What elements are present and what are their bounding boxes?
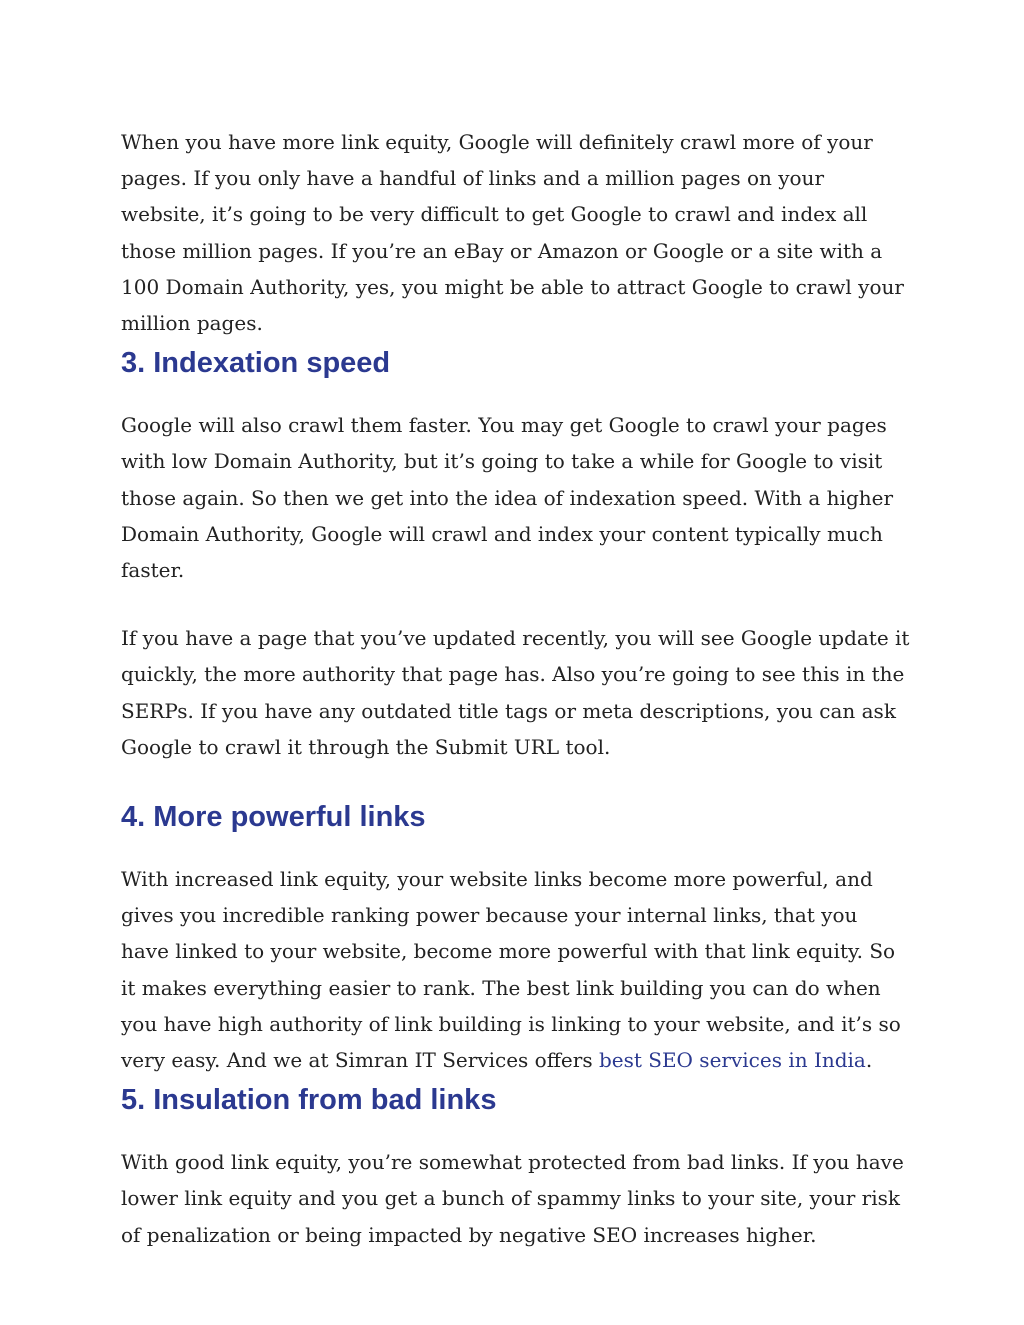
heading-more-powerful-links: 4. More powerful links — [121, 801, 426, 834]
paragraph-increased-link-equity — [121, 861, 911, 1078]
heading-indexation-speed: 3. Indexation speed — [121, 347, 391, 380]
paragraph-period: . — [865, 1048, 873, 1073]
paragraph-text: With increased link equity, your website links become more powerful, and gives you incredible ranking power because your internal links, that you have linked to your website, become more powerful with that link equity. So it makes everything easier to rank. The best link building you can do when you have high authority of link building is linking to your website, and it’s so very easy. And we at Simran IT Services offers — [121, 867, 901, 1073]
document-page — [121, 124, 911, 1253]
heading-insulation-bad-links: 5. Insulation from bad links — [121, 1084, 497, 1117]
seo-services-link[interactable]: best SEO services in India — [598, 1048, 866, 1073]
paragraph-good-link-equity: With good link equity, you’re somewhat protected from bad links. If you have lower link equity and you get a bunch of spammy links to your site, your risk of penalization or being impacted by negative SEO increases higher. — [121, 1150, 904, 1247]
paragraph-crawl-faster: Google will also crawl them faster. You may get Google to crawl your pages with low Domain Authority, but it’s going to take a while for Google to visit those again. So then we get into the idea of indexation speed. With a higher Domain Authority, Google will crawl and index your content typically much faster. — [121, 413, 894, 583]
paragraph-link-equity-crawl: When you have more link equity, Google will definitely crawl more of your pages. If you only have a handful of links and a million pages on your website, it’s going to be very difficult to get Google to crawl and index all those million pages. If you’re an eBay or Amazon or Google or a site with a 100 Domain Authority, yes, you might be able to attract Google to crawl your million pages. — [121, 130, 904, 336]
paragraph-updated-page: If you have a page that you’ve updated recently, you will see Google update it quickly, the more authority that page has. Also you’re going to see this in the SERPs. If you have any outdated title tags or meta descriptions, you can ask Google to crawl it through the Submit URL tool. — [121, 626, 910, 759]
